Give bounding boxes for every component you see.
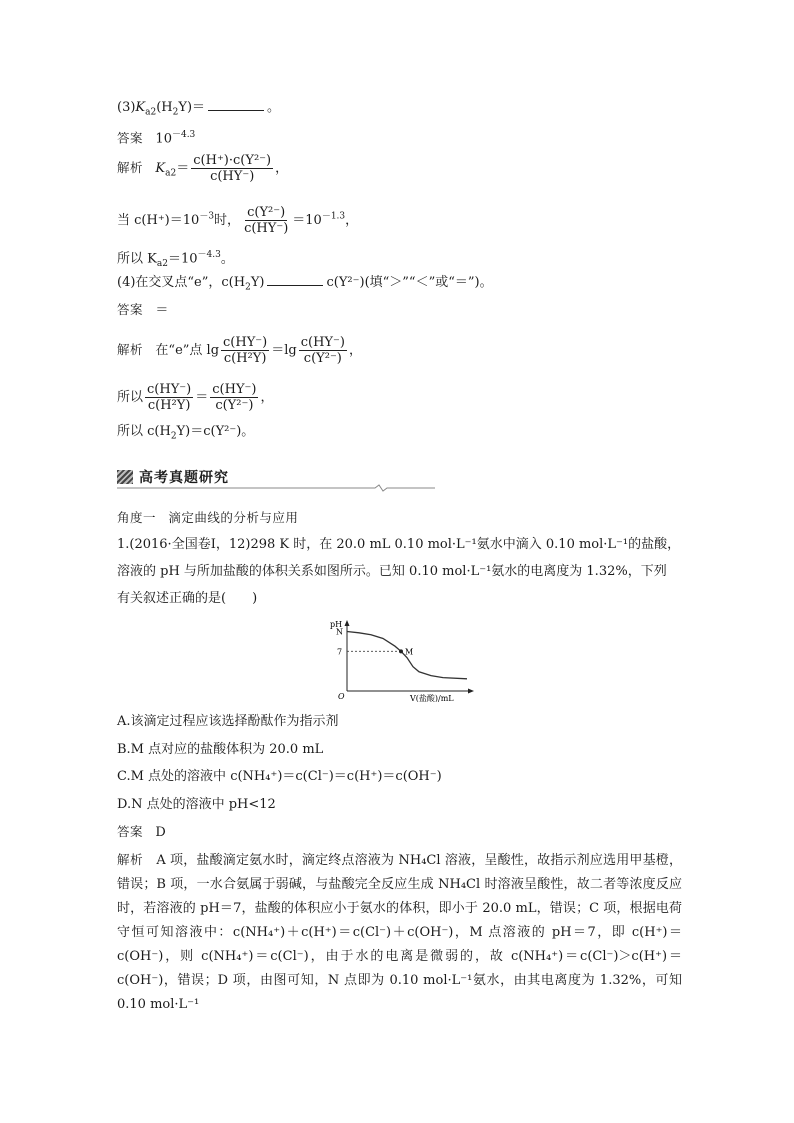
fraction: $\frac{\text{c(H⁺)·c(Y²⁻)}}{c(HY^-)}$ [193, 153, 272, 184]
section-title: 高考真题研究 [139, 470, 229, 486]
analysis-3: 解析 $K_{a2}=$ $\frac{\text{c(H⁺)·c(Y²⁻)}}{c(HY^-)}$ ， [117, 153, 289, 184]
analysis-1: 解析 A 项，盐酸滴定氨水时，滴定终点溶液为 NH₄Cl 溶液，呈酸性，故指示剂应选用甲基橙，错误；B 项，一水合氨属于弱碱，与盐酸完全反应生成 NH₄Cl 时溶液呈酸性，故二者等浓度反应时，若溶液的 pH＝7，盐酸的体积应小于氨水的体积，即小于 20.0 mL，错误；C 项，根据电荷守恒可知溶液中：c(NH₄⁺)＋c(H⁺)＝c(Cl⁻)＋c(OH⁻)，M 点溶液的 pH＝7，即 c(H⁺)＝c(OH⁻)，则 c(NH₄⁺)＝c(Cl⁻)，由于水的电离是微弱的，故 c(NH₄⁺)＝c(Cl⁻)＞c(H⁺)＝c(OH⁻)，错误；D 项，由图可知，N 点即为 0.10 mol·L⁻¹氨水，由其电离度为 1.32%，可知 0.10 mol·L⁻¹ [117, 852, 682, 1012]
analysis-4: 解析 在“e”点 lg $\frac{c(HY^-)}{\text{c(H²Y)}}$ ＝lg $\frac{c(HY^-)}{\text{c(Y²⁻)}}$ ， [117, 335, 362, 366]
section-underline [117, 484, 435, 492]
origin-label: O [338, 692, 345, 701]
y-axis-arrow [345, 620, 350, 626]
answer-blank [267, 273, 323, 286]
x-axis-label: V(盐酸)/mL [410, 694, 454, 702]
question-1-line3: 有关叙述正确的是( ) [117, 591, 258, 606]
angle-heading: 角度一 滴定曲线的分析与应用 [117, 510, 299, 525]
analysis-4-so: 所以 $\frac{c(HY^-)}{\text{c(H²Y)}}$ ＝ $\frac{c(HY^-)}{\text{c(Y²⁻)}}$ ， [117, 382, 274, 413]
point-m [399, 649, 403, 653]
fraction: $\frac{c(HY^-)}{\text{c(Y²⁻)}}$ [212, 382, 257, 413]
y-axis-label: pH [330, 620, 343, 629]
option-a: A.该滴定过程应该选择酚酞作为指示剂 [117, 714, 339, 729]
point-n-label: N [336, 627, 343, 637]
fraction: $\frac{c(HY^-)}{\text{c(H²Y)}}$ [147, 382, 192, 413]
answer-blank [208, 98, 264, 111]
option-b: B.M 点对应的盐酸体积为 20.0 mL [117, 742, 324, 757]
y-tick-7: 7 [337, 647, 343, 657]
analysis-4-conclusion: 所以 $c(H_2Y)=c(Y^{2-})$。 [117, 424, 255, 442]
question-3: $(3)K_{a2}(H_2Y)=$ 。 [117, 100, 281, 118]
fraction: $\frac{c(HY^-)}{\text{c(Y²⁻)}}$ [300, 335, 345, 366]
titration-chart [327, 617, 477, 702]
question-1-line2: 溶液的 pH 与所加盐酸的体积关系如图所示。已知 0.10 mol·L⁻¹氨水的电离度为 1.32%，下列 [117, 564, 667, 579]
fraction: $\frac{c(HY^-)}{\text{c(H²Y)}}$ [223, 335, 268, 366]
section-header [117, 466, 435, 490]
answer-1: 答案 D [117, 824, 166, 840]
hatched-square-icon [117, 470, 133, 484]
question-4: (4)在交叉点“e”，$c(H_2Y)$ c(Y²⁻)(填“＞”“＜”或“＝”)。 [117, 275, 493, 293]
answer-4: 答案 ＝ [117, 302, 169, 318]
analysis-3-conclusion: 所以 $K_{a2}=10^{-4.3}$。 [117, 250, 234, 269]
point-m-label: M [405, 647, 414, 657]
question-1-line1: 1.(2016·全国卷Ⅰ，12)298 K 时，在 20.0 mL 0.10 mol·L⁻¹氨水中滴入 0.10 mol·L⁻¹的盐酸， [117, 537, 681, 552]
x-axis-arrow [468, 689, 474, 694]
option-d: D.N 点处的溶液中 pH<12 [117, 797, 276, 812]
fraction: $\frac{\text{c(Y²⁻)}}{c(HY^-)}$ [244, 205, 289, 236]
option-c: C.M 点处的溶液中 c(NH₄⁺)＝c(Cl⁻)＝c(H⁺)＝c(OH⁻) [117, 769, 442, 784]
answer-3: 答案 $10^{-4.3}$ [117, 130, 196, 147]
analysis-3-when: 当 $c(H^+)=10^{-3}$时， $\frac{\text{c(Y²⁻)}}{c(HY^-)}$ $=10^{-1.3}$， [117, 205, 359, 236]
